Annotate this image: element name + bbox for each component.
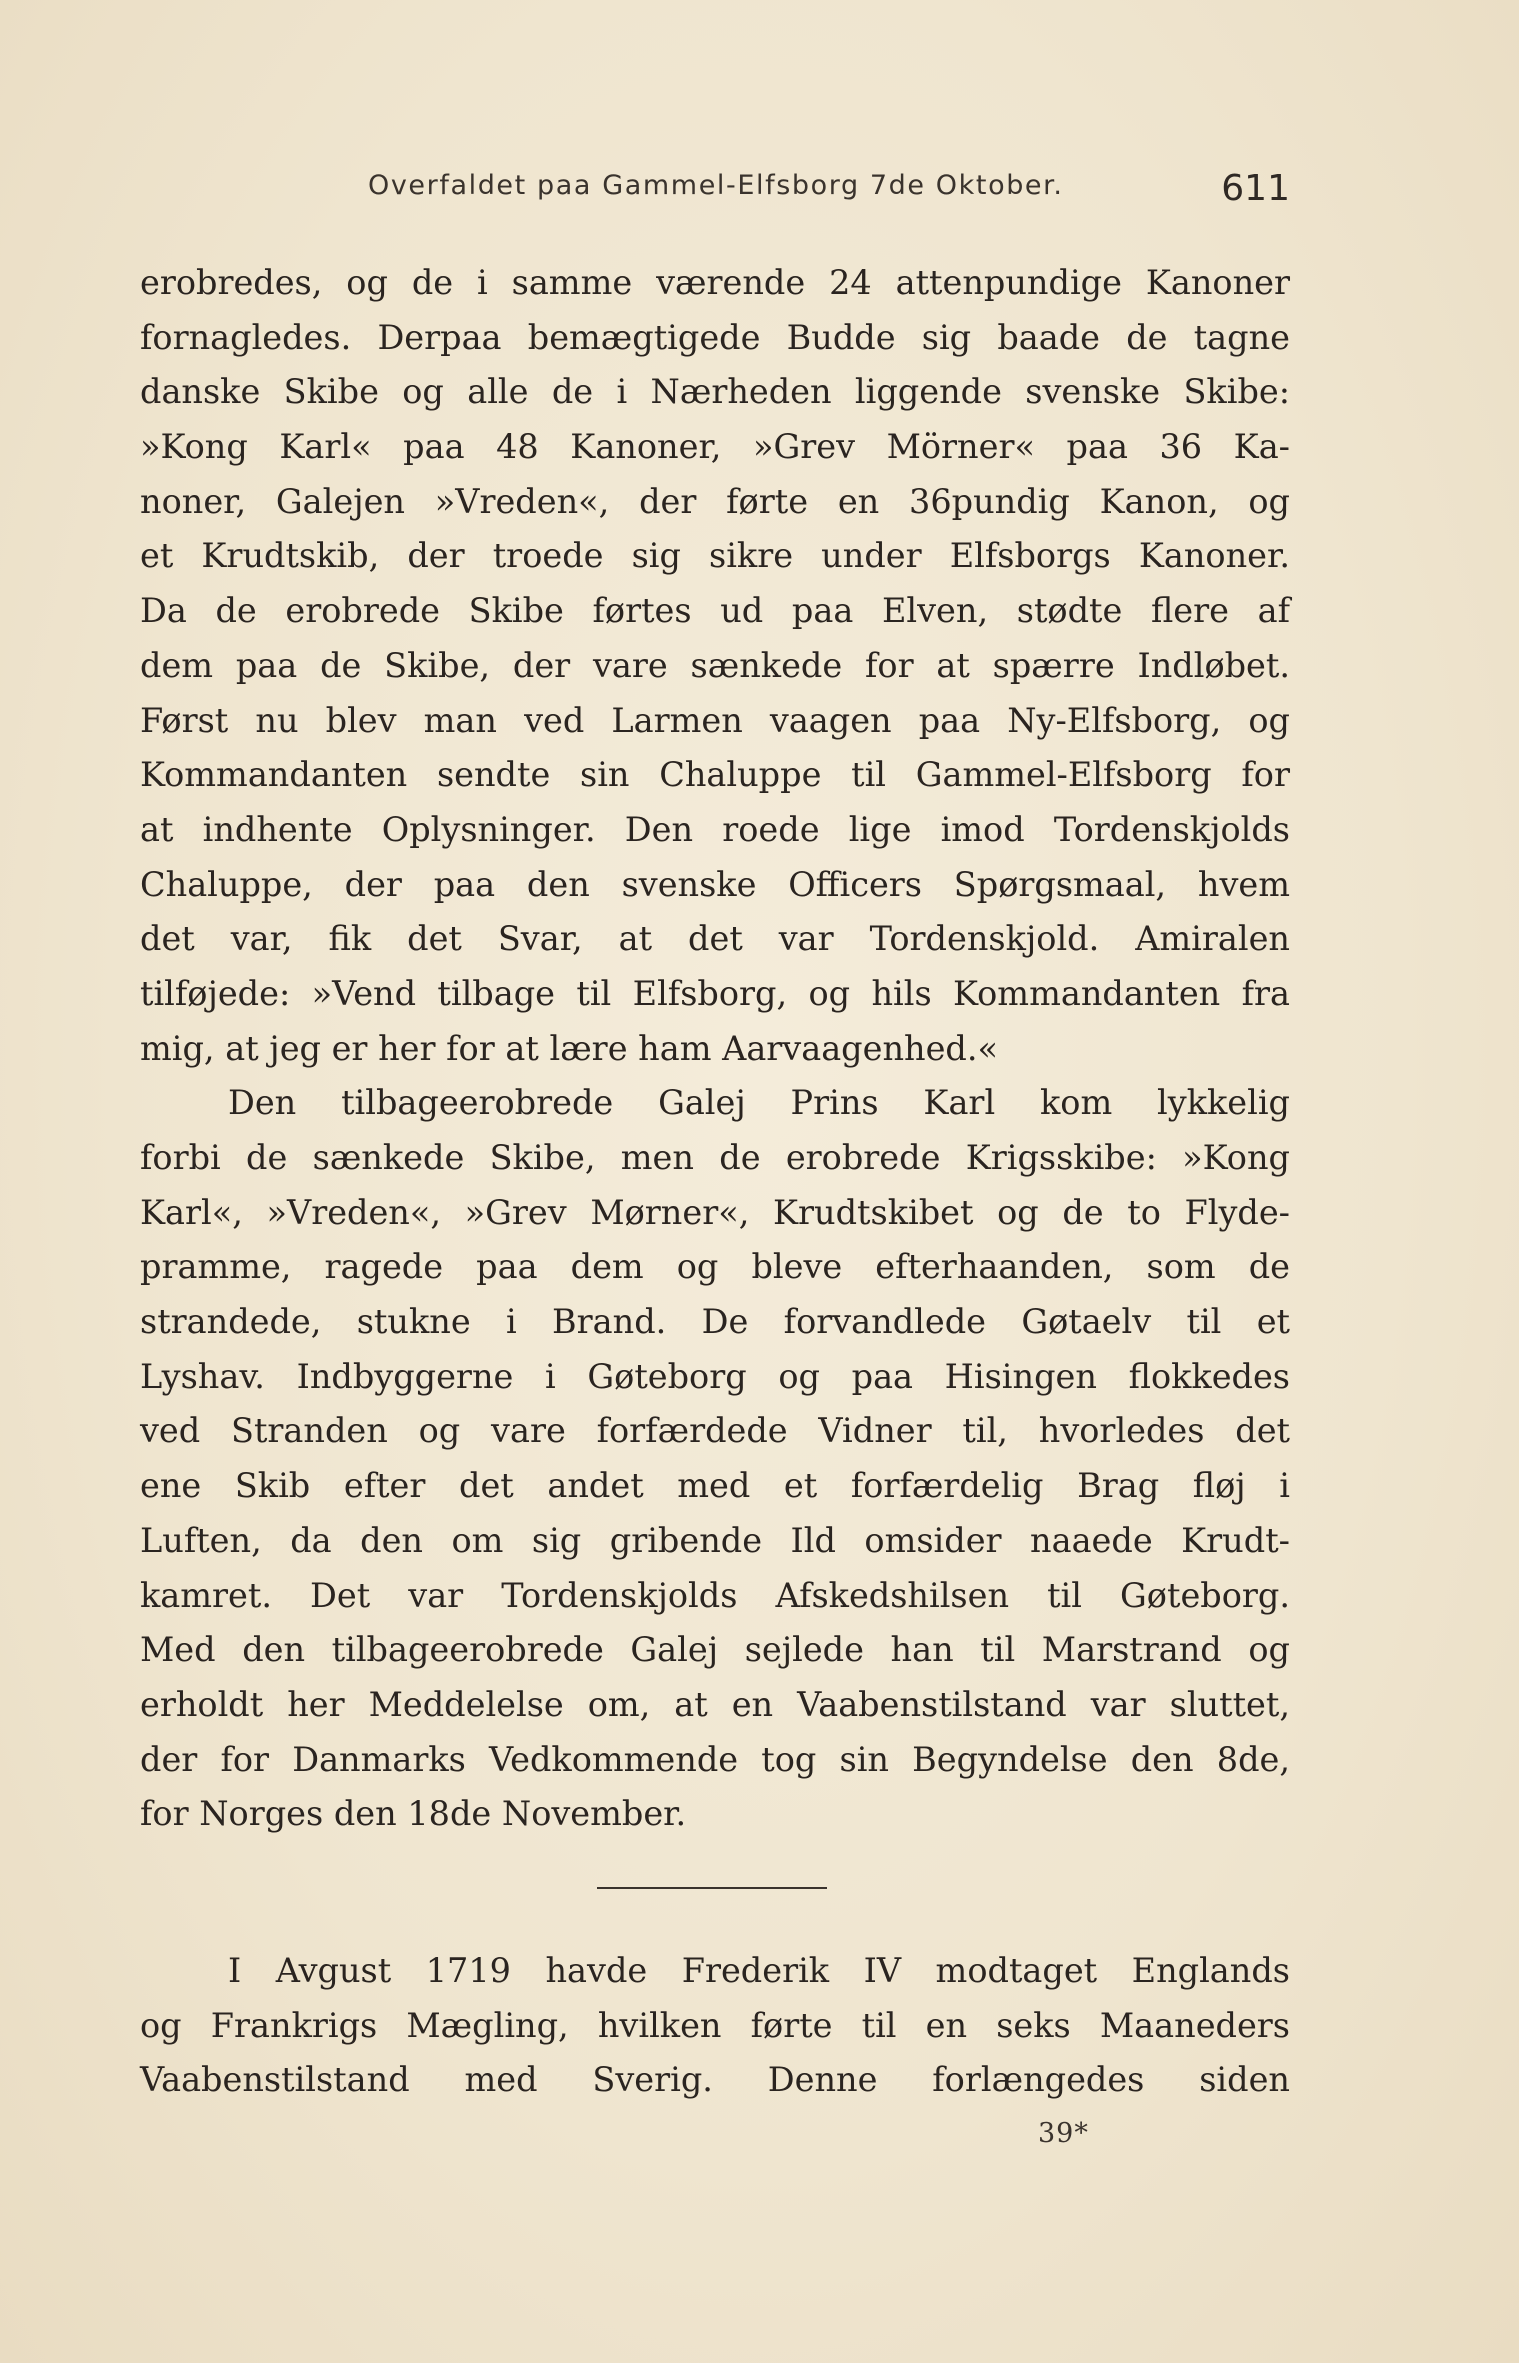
paragraph-2: [140, 1076, 1290, 1842]
text-line: mig, at jeg er her for at lære ham Aarvaagenhed.«: [140, 1028, 999, 1068]
text-line: Karl«, »Vreden«, »Grev Mørner«, Krudtskibet og de to Flyde-: [140, 1192, 1290, 1232]
section-divider: [597, 1887, 827, 1889]
text-line: Lyshav. Indbyggerne i Gøteborg og paa Hisingen flokkedes: [140, 1356, 1290, 1396]
running-title: Overfaldet paa Gammel-Elfsborg 7de Oktober.: [368, 170, 1064, 201]
text-line: erholdt her Meddelelse om, at en Vaabenstilstand var sluttet,: [140, 1684, 1290, 1724]
text-line: Kommandanten sendte sin Chaluppe til Gammel-Elfsborg for: [140, 755, 1290, 795]
text-line: Den tilbageerobrede Galej Prins Karl kom lykkelig: [228, 1083, 1290, 1123]
text-line: Luften, da den om sig gribende Ild omsider naaede Krudt-: [140, 1520, 1290, 1560]
text-line: kamret. Det var Tordenskjolds Afskedshilsen til Gøteborg.: [140, 1575, 1290, 1615]
text-line: danske Skibe og alle de i Nærheden liggende svenske Skibe:: [140, 372, 1290, 412]
text-line: strandede, stukne i Brand. De forvandlede Gøtaelv til et: [140, 1302, 1290, 1342]
text-line: der for Danmarks Vedkommende tog sin Begyndelse den 8de,: [140, 1739, 1290, 1779]
text-line: et Krudtskib, der troede sig sikre under Elfsborgs Kanoner.: [140, 536, 1290, 576]
text-line: erobredes, og de i samme værende 24 attenpundige Kanoner: [140, 263, 1290, 302]
running-head: [140, 170, 1290, 216]
text-line: I Avgust 1719 havde Frederik IV modtaget Englands: [228, 1951, 1290, 1990]
text-line: Da de erobrede Skibe førtes ud paa Elven, stødte flere af: [140, 591, 1290, 631]
text-line: forbi de sænkede Skibe, men de erobrede Krigsskibe: »Kong: [140, 1138, 1290, 1177]
text-line: Først nu blev man ved Larmen vaagen paa Ny-Elfsborg, og: [140, 700, 1290, 740]
text-line: Chaluppe, der paa den svenske Officers Spørgsmaal, hvem: [140, 864, 1290, 904]
text-line: pramme, ragede paa dem og bleve efterhaanden, som de: [140, 1247, 1290, 1287]
paragraph-3: [140, 1944, 1290, 2108]
text-line: Vaabenstilstand med Sverig. Denne forlængedes siden: [140, 2060, 1290, 2100]
next-section-text: [140, 1944, 1290, 2108]
text-line: tilføjede: »Vend tilbage til Elfsborg, og hils Kommandanten fra: [140, 973, 1290, 1013]
text-line: for Norges den 18de November.: [140, 1794, 687, 1834]
text-line: ene Skib efter det andet med et forfærdelig Brag fløj i: [140, 1466, 1290, 1506]
signature-mark: 39*: [1038, 2118, 1089, 2149]
text-line: Med den tilbageerobrede Galej sejlede han til Marstrand og: [140, 1630, 1290, 1670]
text-line: noner, Galejen »Vreden«, der førte en 36pundig Kanon, og: [140, 481, 1290, 521]
text-line: ved Stranden og vare forfærdede Vidner til, hvorledes det: [140, 1411, 1290, 1451]
text-line: det var, fik det Svar, at det var Tordenskjold. Amiralen: [140, 919, 1290, 959]
text-line: at indhente Oplysninger. Den roede lige imod Tordenskjolds: [140, 809, 1290, 849]
text-line: dem paa de Skibe, der vare sænkede for at spærre Indløbet.: [140, 645, 1290, 685]
text-line: »Kong Karl« paa 48 Kanoner, »Grev Mörner« paa 36 Ka-: [140, 427, 1290, 467]
text-line: og Frankrigs Mægling, hvilken førte til en seks Maaneders: [140, 2005, 1290, 2045]
text-line: fornagledes. Derpaa bemægtigede Budde sig baade de tagne: [140, 317, 1290, 357]
paragraph-1: [140, 256, 1290, 1076]
main-text: [140, 256, 1290, 1842]
page-number: 611: [1221, 168, 1290, 209]
